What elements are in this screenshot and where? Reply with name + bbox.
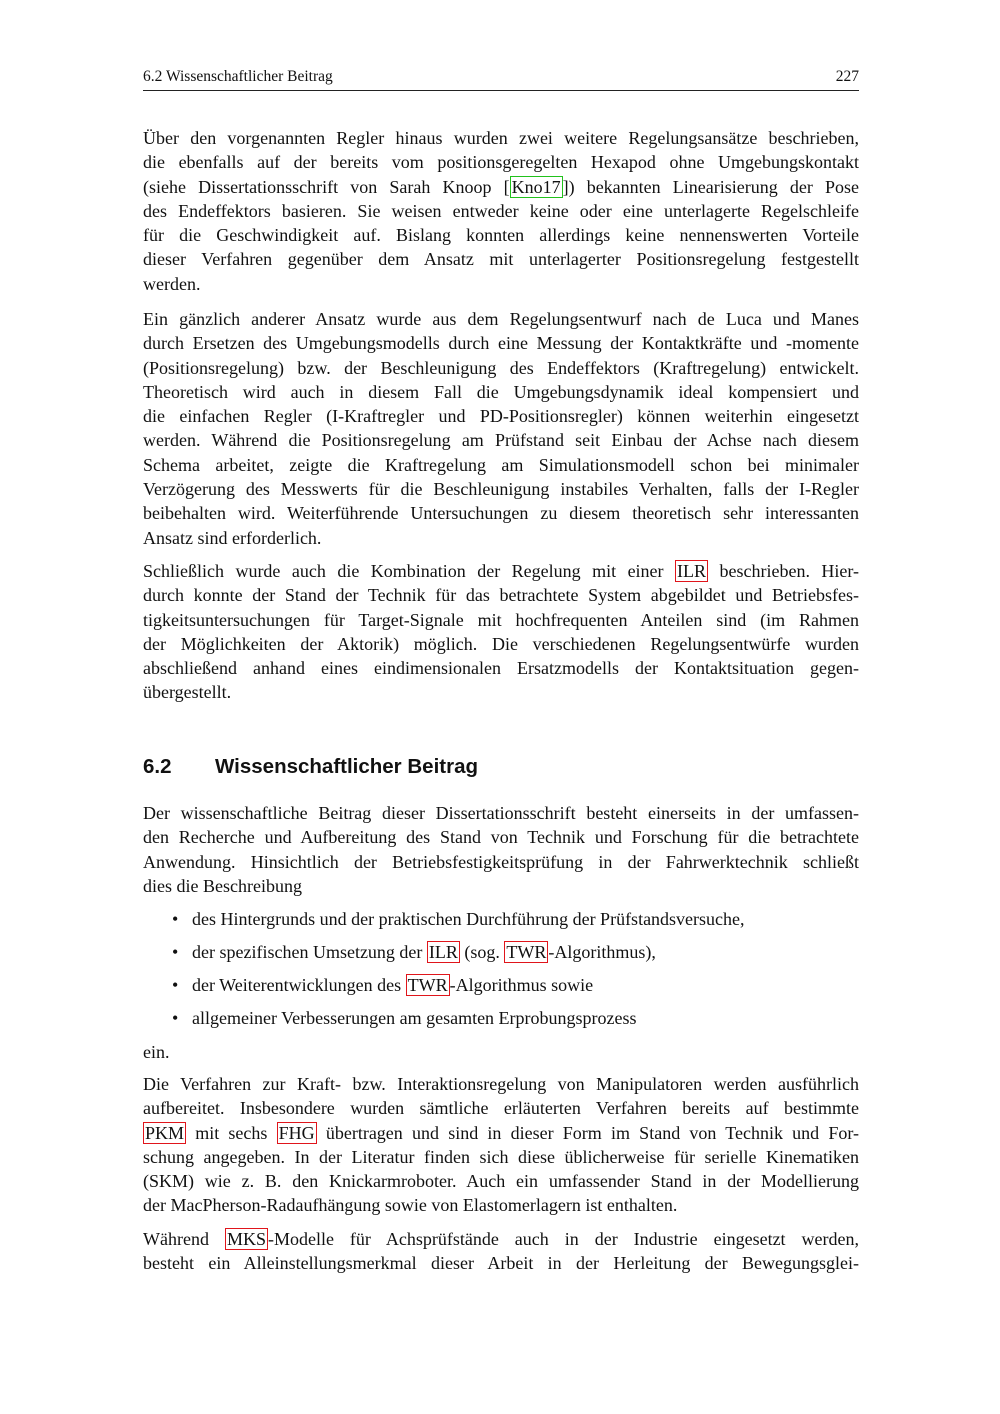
text-line: (Positionsregelung) bzw. der Beschleunigung des Endeffektors (Kraftregelung) entwickelt. [143, 357, 859, 378]
text-line: Anwendung. Hinsichtlich der Betriebsfestigkeitsprüfung in der Fahrwerktechnik schließt [143, 851, 859, 872]
text-line: werden. [143, 273, 201, 294]
text-line: Theoretisch wird auch in diesem Fall die Umgebungsdynamik ideal kompensiert und [143, 381, 859, 402]
paragraph-3 [143, 559, 859, 705]
text-line: tigkeitsuntersuchungen für Target-Signale mit hochfrequenten Anteilen sind (im Rahmen [143, 609, 859, 630]
section-number: 6.2 [143, 755, 172, 778]
text-line: Die Verfahren zur Kraft- bzw. Interaktionsregelung von Manipulatoren werden ausführlich [143, 1074, 859, 1094]
acronym-link-ilr[interactable]: ILR [428, 942, 458, 962]
text-fragment: (siehe Dissertationsschrift von Sarah Knoop [ [143, 176, 510, 197]
acronym-link-fhg[interactable]: FHG [278, 1122, 315, 1143]
header-section-title: 6.2 Wissenschaftlicher Beitrag [143, 68, 333, 85]
text-line: Verzögerung des Messwerts für die Beschleunigung instabiles Verhalten, falls der I-Regler [143, 479, 859, 500]
text-line: aufbereitet. Insbesondere wurden sämtliche erläuterten Verfahren bereits auf bestimmte [143, 1098, 859, 1119]
bullet-icon: • [172, 975, 179, 995]
text-fragment: beschrieben. Hier- [719, 561, 860, 581]
text-line: Über den vorgenannten Regler hinaus wurden zwei weitere Regelungsansätze beschrieben, [143, 128, 859, 148]
bullet-icon: • [172, 909, 179, 929]
acronym-link-mks[interactable]: MKS [226, 1229, 266, 1249]
paragraph-4 [143, 801, 859, 898]
citation-link-kno17[interactable]: Kno17 [511, 176, 561, 197]
contribution-list [143, 907, 859, 1039]
text-line: der MacPherson-Radaufhängung sowie von Elastomerlagern ist enthalten. [143, 1195, 678, 1216]
acronym-link-twr[interactable]: TWR [506, 942, 547, 962]
list-item-text: -Algorithmus sowie [449, 975, 594, 995]
section-title: Wissenschaftlicher Beitrag [215, 755, 478, 778]
text-line: ein. [143, 1042, 170, 1062]
text-line: durch konnte der Stand der Technik für das betrachtete System abgebildet und Betriebsfes- [143, 585, 859, 606]
list-item-text: der spezifischen Umsetzung der [192, 942, 423, 962]
header-page-number: 227 [835, 68, 859, 85]
text-line: dieser Verfahren gegenüber dem Ansatz mit unterlagerter Positionsregelung festgestellt [143, 249, 859, 270]
text-line [143, 1121, 859, 1145]
text-line: die ebenfalls auf der bereits vom positionsgeregelten Hexapod ohne Umgebungskontakt [143, 152, 859, 173]
text-line: für die Geschwindigkeit auf. Bislang konnten allerdings keine nennenswerten Vorteile [143, 225, 859, 246]
bullet-icon: • [172, 942, 179, 962]
text-line: schung angegeben. In der Literatur finden sich diese üblicherweise für serielle Kinematiken [143, 1146, 859, 1167]
acronym-link-ilr[interactable]: ILR [677, 561, 707, 581]
text-line: Der wissenschaftliche Beitrag dieser Dissertationsschrift besteht einerseits in der umfassen- [143, 803, 859, 823]
text-line: werden. Während die Positionsregelung am Prüfstand seit Einbau der Achse nach diesem [143, 430, 859, 451]
list-item [143, 940, 859, 973]
section-heading [143, 754, 478, 780]
text-fragment: -Modelle für Achsprüfstände auch in der Industrie eingesetzt werden, [267, 1229, 859, 1249]
list-item-text: der Weiterentwicklungen des [192, 975, 402, 995]
text-fragment: Schließlich wurde auch die Kombination der Regelung mit einer [143, 561, 664, 581]
text-line: übergestellt. [143, 682, 232, 703]
text-line: dies die Beschreibung [143, 875, 302, 896]
list-item-text: des Hintergrunds und der praktischen Durchführung der Prüfstandsversuche, [192, 909, 745, 929]
acronym-link-twr[interactable]: TWR [407, 975, 448, 995]
text-line: den Recherche und Aufbereitung des Stand von Technik und Forschung für die betrachtete [143, 827, 859, 848]
list-closing-text [143, 1040, 859, 1064]
paragraph-1 [143, 126, 859, 296]
text-line: besteht ein Alleinstellungsmerkmal dieser Arbeit in der Herleitung der Bewegungsglei- [143, 1253, 859, 1274]
text-line: abschließend anhand eines eindimensionalen Ersatzmodells der Kontaktsituation gegen- [143, 658, 859, 679]
text-line: Schema arbeitet, zeigte die Kraftregelung am Simulationsmodell schon bei minimaler [143, 454, 859, 475]
acronym-link-pkm[interactable]: PKM [145, 1122, 185, 1143]
list-item-text: (sog. [464, 942, 500, 962]
text-line: des Endeffektors basieren. Sie weisen entweder keine oder eine unterlagerte Regelschleife [143, 200, 859, 221]
text-line: der Möglichkeiten der Aktorik) möglich. Die verschiedenen Regelungsentwürfe wurden [143, 633, 859, 654]
list-item-text: -Algorithmus), [548, 942, 656, 962]
paragraph-6 [143, 1227, 859, 1276]
bullet-icon: • [172, 1008, 179, 1028]
text-fragment: Während [143, 1229, 209, 1249]
text-fragment: ]) bekannten Linearisierung der Pose [562, 176, 859, 197]
text-line: Ein gänzlich anderer Ansatz wurde aus dem Regelungsentwurf nach de Luca und Manes [143, 309, 859, 329]
text-line: Ansatz sind erforderlich. [143, 527, 322, 548]
text-line: (SKM) wie z. B. den Knickarmroboter. Auch ein umfassender Stand in der Modellierung [143, 1171, 859, 1192]
text-line: beibehalten wird. Weiterführende Untersuchungen zu diesem theoretisch sehr interessanten [143, 503, 859, 524]
text-line: die einfachen Regler (I-Kraftregler und PD-Positionsregler) können weiterhin eingesetzt [143, 406, 859, 427]
list-item [143, 1006, 859, 1039]
text-fragment: übertragen und sind in dieser Form im Stand von Technik und For- [325, 1122, 860, 1143]
text-line [143, 1227, 859, 1251]
text-line [143, 175, 859, 199]
text-line: durch Ersetzen des Umgebungsmodells durch eine Messung der Kontaktkräfte und -momente [143, 333, 859, 354]
text-fragment: mit sechs [195, 1122, 268, 1143]
list-item [143, 907, 859, 940]
list-item-text: allgemeiner Verbesserungen am gesamten Erprobungsprozess [192, 1008, 637, 1028]
text-line [143, 559, 859, 583]
paragraph-5 [143, 1072, 859, 1218]
running-header [143, 66, 859, 91]
paragraph-2 [143, 307, 859, 550]
list-item [143, 973, 859, 1006]
